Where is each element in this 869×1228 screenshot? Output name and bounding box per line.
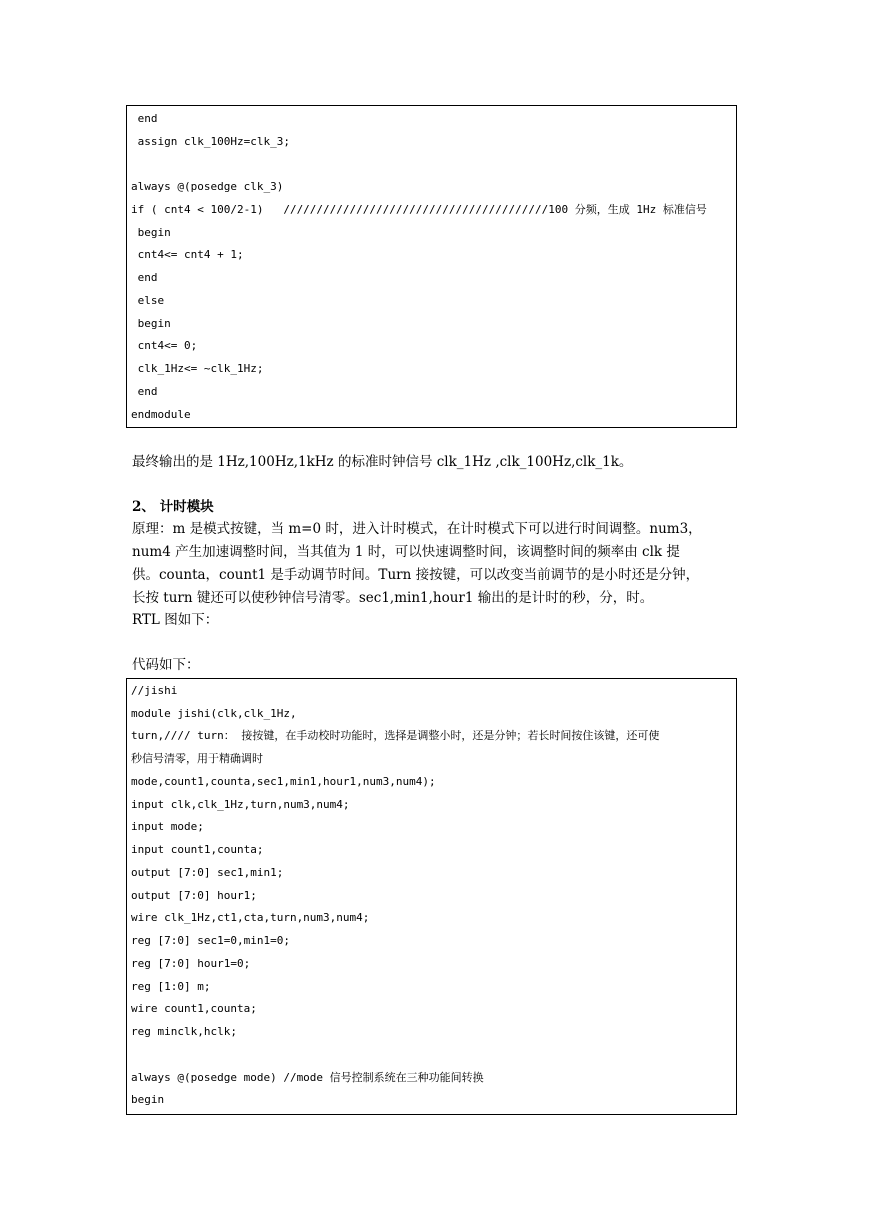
section-heading: 2、 计时模块 xyxy=(132,499,214,515)
code-line: module jishi(clk,clk_1Hz, xyxy=(131,707,297,720)
code-line: begin xyxy=(131,317,171,330)
code-line: output [7:0] hour1; xyxy=(131,889,257,902)
code-block-1 xyxy=(126,105,737,428)
code-line: begin xyxy=(131,1093,165,1106)
code-line: input clk,clk_1Hz,turn,num3,num4; xyxy=(131,798,350,811)
code-line: input count1,counta; xyxy=(131,843,264,856)
code-label: 代码如下： xyxy=(132,657,200,673)
code-line: turn,//// turn： 接按键，在手动校时功能时，选择是调整小时，还是分钟；若长时间按住该键，还可使 xyxy=(131,729,660,742)
code-line: cnt4<= cnt4 + 1; xyxy=(131,248,244,261)
code-line: mode,count1,counta,sec1,min1,hour1,num3,num4); xyxy=(131,775,436,788)
code-line: assign clk_100Hz=clk_3; xyxy=(131,135,290,148)
code-line: else xyxy=(131,294,165,307)
code-line: always @(posedge mode) //mode 信号控制系统在三种功能间转换 xyxy=(131,1071,484,1084)
code-line: clk_1Hz<= ~clk_1Hz; xyxy=(131,362,264,375)
code-line: reg [7:0] hour1=0; xyxy=(131,957,251,970)
code-line: reg [7:0] sec1=0,min1=0; xyxy=(131,934,290,947)
code-line: end xyxy=(131,271,158,284)
code-line: wire count1,counta; xyxy=(131,1002,257,1015)
code-line: always @(posedge clk_3) xyxy=(131,180,284,193)
code-line: reg minclk,hclk; xyxy=(131,1025,237,1038)
code-line: input mode; xyxy=(131,820,204,833)
code-line: output [7:0] sec1,min1; xyxy=(131,866,284,879)
code-line: //jishi xyxy=(131,684,178,697)
code-line: 秒信号清零，用于精确调时 xyxy=(131,752,263,765)
principle-line: num4 产生加速调整时间，当其值为 1 时，可以快速调整时间，该调整时间的频率由 clk 提 xyxy=(132,544,680,560)
code-line: end xyxy=(131,385,158,398)
output-description: 最终输出的是 1Hz,100Hz,1kHz 的标准时钟信号 clk_1Hz ,clk_100Hz,clk_1k。 xyxy=(132,454,633,470)
principle-line: 长按 turn 键还可以使秒钟信号清零。sec1,min1,hour1 输出的是计时的秒，分，时。 xyxy=(132,590,654,606)
code-line: cnt4<= 0; xyxy=(131,339,198,352)
principle-line: 供。counta，count1 是手动调节时间。Turn 接按键，可以改变当前调节的是小时还是分钟， xyxy=(132,567,700,583)
code-line: wire clk_1Hz,ct1,cta,turn,num3,num4; xyxy=(131,911,370,924)
code-line: endmodule xyxy=(131,408,191,421)
code-line: if ( cnt4 < 100/2-1) ////////////////////////////////////////100 分频，生成 1Hz 标准信号 xyxy=(131,203,707,216)
code-line: reg [1:0] m; xyxy=(131,980,211,993)
code-line: begin xyxy=(131,226,171,239)
code-block-2 xyxy=(126,678,737,1115)
rtl-label: RTL 图如下： xyxy=(132,612,219,628)
code-line: end xyxy=(131,112,158,125)
principle-line: 原理：m 是模式按键，当 m=0 时，进入计时模式，在计时模式下可以进行时间调整。num3， xyxy=(132,521,702,537)
